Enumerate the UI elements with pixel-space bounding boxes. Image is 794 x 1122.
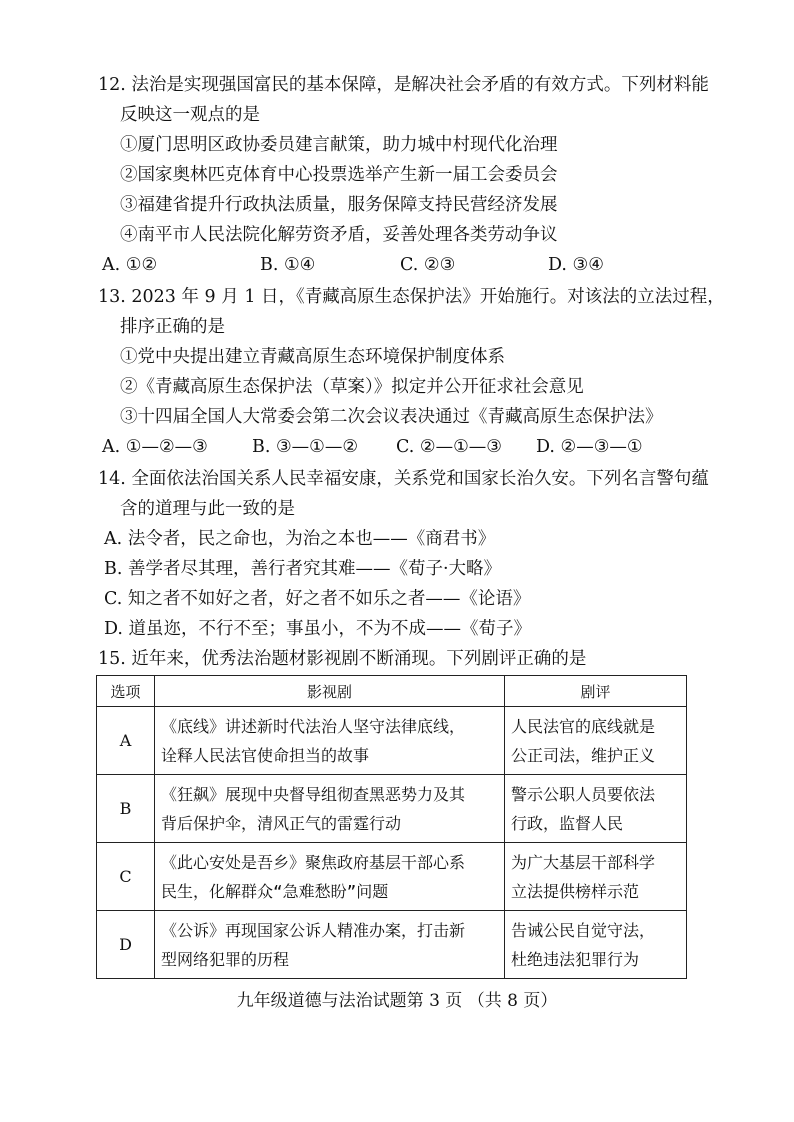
film-line: 型网络犯罪的历程: [161, 949, 290, 969]
q15-review-table: [96, 675, 687, 979]
q15-stem: 15. 近年来，优秀法治题材影视剧不断涌现。下列剧评正确的是: [98, 649, 587, 669]
table-row[interactable]: [97, 775, 687, 843]
q13-option-d[interactable]: D. ②—③—①: [536, 437, 643, 457]
row-review: [505, 911, 687, 979]
review-line: 行政，监督人民: [511, 813, 624, 833]
header-option: 选项: [97, 676, 155, 707]
q14-stem-line1: 14. 全面依法治国关系人民幸福安康，关系党和国家长治久安。下列名言警句蕴: [98, 469, 709, 489]
row-letter: C: [97, 843, 155, 911]
film-line: 《此心安处是吾乡》聚焦政府基层干部心系: [161, 852, 466, 872]
table-row[interactable]: [97, 911, 687, 979]
row-film: [155, 707, 505, 775]
table-header-row: [97, 676, 687, 707]
review-line: 立法提供榜样示范: [511, 881, 640, 901]
q13-options: [102, 432, 643, 462]
row-review: [505, 843, 687, 911]
q12-item-1: ①厦门思明区政协委员建言献策，助力城中村现代化治理: [120, 135, 558, 155]
q14-option-b[interactable]: B. 善学者尽其理，善行者究其难——《荀子·大略》: [104, 559, 502, 579]
q14-option-a[interactable]: A. 法令者，民之命也，为治之本也——《商君书》: [104, 529, 496, 549]
row-letter: D: [97, 911, 155, 979]
q12-item-2: ②国家奥林匹克体育中心投票选举产生新一届工会委员会: [120, 165, 558, 185]
q13-item-2: ②《青藏高原生态保护法（草案）》拟定并公开征求社会意见: [120, 377, 584, 397]
header-film: 影视剧: [155, 676, 505, 707]
page-footer: 九年级道德与法治试题第 3 页 （共 8 页）: [236, 991, 558, 1011]
q13-stem-line1: 13. 2023 年 9 月 1 日，《青藏高原生态保护法》开始施行。对该法的立法过程，: [98, 287, 725, 307]
review-line: 为广大基层干部科学: [511, 852, 656, 872]
film-line: 《狂飙》展现中央督导组彻查黑恶势力及其: [161, 784, 466, 804]
review-line: 杜绝违法犯罪行为: [511, 949, 640, 969]
film-line: 诠释人民法官使命担当的故事: [161, 745, 370, 765]
q13-stem-line2: 排序正确的是: [120, 317, 225, 337]
q12-item-4: ④南平市人民法院化解劳资矛盾，妥善处理各类劳动争议: [120, 225, 558, 245]
table-row[interactable]: [97, 843, 687, 911]
q12-options: [102, 250, 604, 280]
row-review: [505, 775, 687, 843]
q12-option-c[interactable]: C. ②③: [400, 255, 456, 275]
review-line: 警示公职人员要依法: [511, 784, 656, 804]
row-film: [155, 775, 505, 843]
q14-stem-line2: 含的道理与此一致的是: [120, 499, 295, 519]
film-line: 民生，化解群众“急难愁盼”问题: [161, 881, 389, 901]
row-film: [155, 911, 505, 979]
review-line: 人民法官的底线就是: [511, 716, 656, 736]
q12-item-3: ③福建省提升行政执法质量，服务保障支持民营经济发展: [120, 195, 558, 215]
q13-item-3: ③十四届全国人大常委会第二次会议表决通过《青藏高原生态保护法》: [120, 407, 663, 427]
q14-option-d[interactable]: D. 道虽迩，不行不至；事虽小，不为不成——《荀子》: [104, 619, 532, 639]
review-line: 告诫公民自觉守法，: [511, 920, 656, 940]
header-review: 剧评: [505, 676, 687, 707]
row-review: [505, 707, 687, 775]
q12-option-b[interactable]: B. ①④: [260, 255, 316, 275]
row-letter: A: [97, 707, 155, 775]
row-letter: B: [97, 775, 155, 843]
q12-stem-line1: 12. 法治是实现强国富民的基本保障，是解决社会矛盾的有效方式。下列材料能: [98, 75, 709, 95]
row-film: [155, 843, 505, 911]
table-row[interactable]: [97, 707, 687, 775]
q12-option-a[interactable]: A. ①②: [102, 255, 158, 275]
q13-option-b[interactable]: B. ③—①—②: [252, 437, 359, 457]
q12-option-d[interactable]: D. ③④: [548, 255, 604, 275]
review-line: 公正司法，维护正义: [511, 745, 656, 765]
q14-option-c[interactable]: C. 知之者不如好之者，好之者不如乐之者——《论语》: [104, 589, 531, 609]
q12-stem-line2: 反映这一观点的是: [120, 105, 260, 125]
q13-item-1: ①党中央提出建立青藏高原生态环境保护制度体系: [120, 347, 505, 367]
film-line: 《公诉》再现国家公诉人精准办案，打击新: [161, 920, 466, 940]
film-line: 《底线》讲述新时代法治人坚守法律底线，: [161, 716, 466, 736]
q13-option-a[interactable]: A. ①—②—③: [102, 437, 208, 457]
film-line: 背后保护伞，清风正气的雷霆行动: [161, 813, 402, 833]
q13-option-c[interactable]: C. ②—①—③: [396, 437, 502, 457]
